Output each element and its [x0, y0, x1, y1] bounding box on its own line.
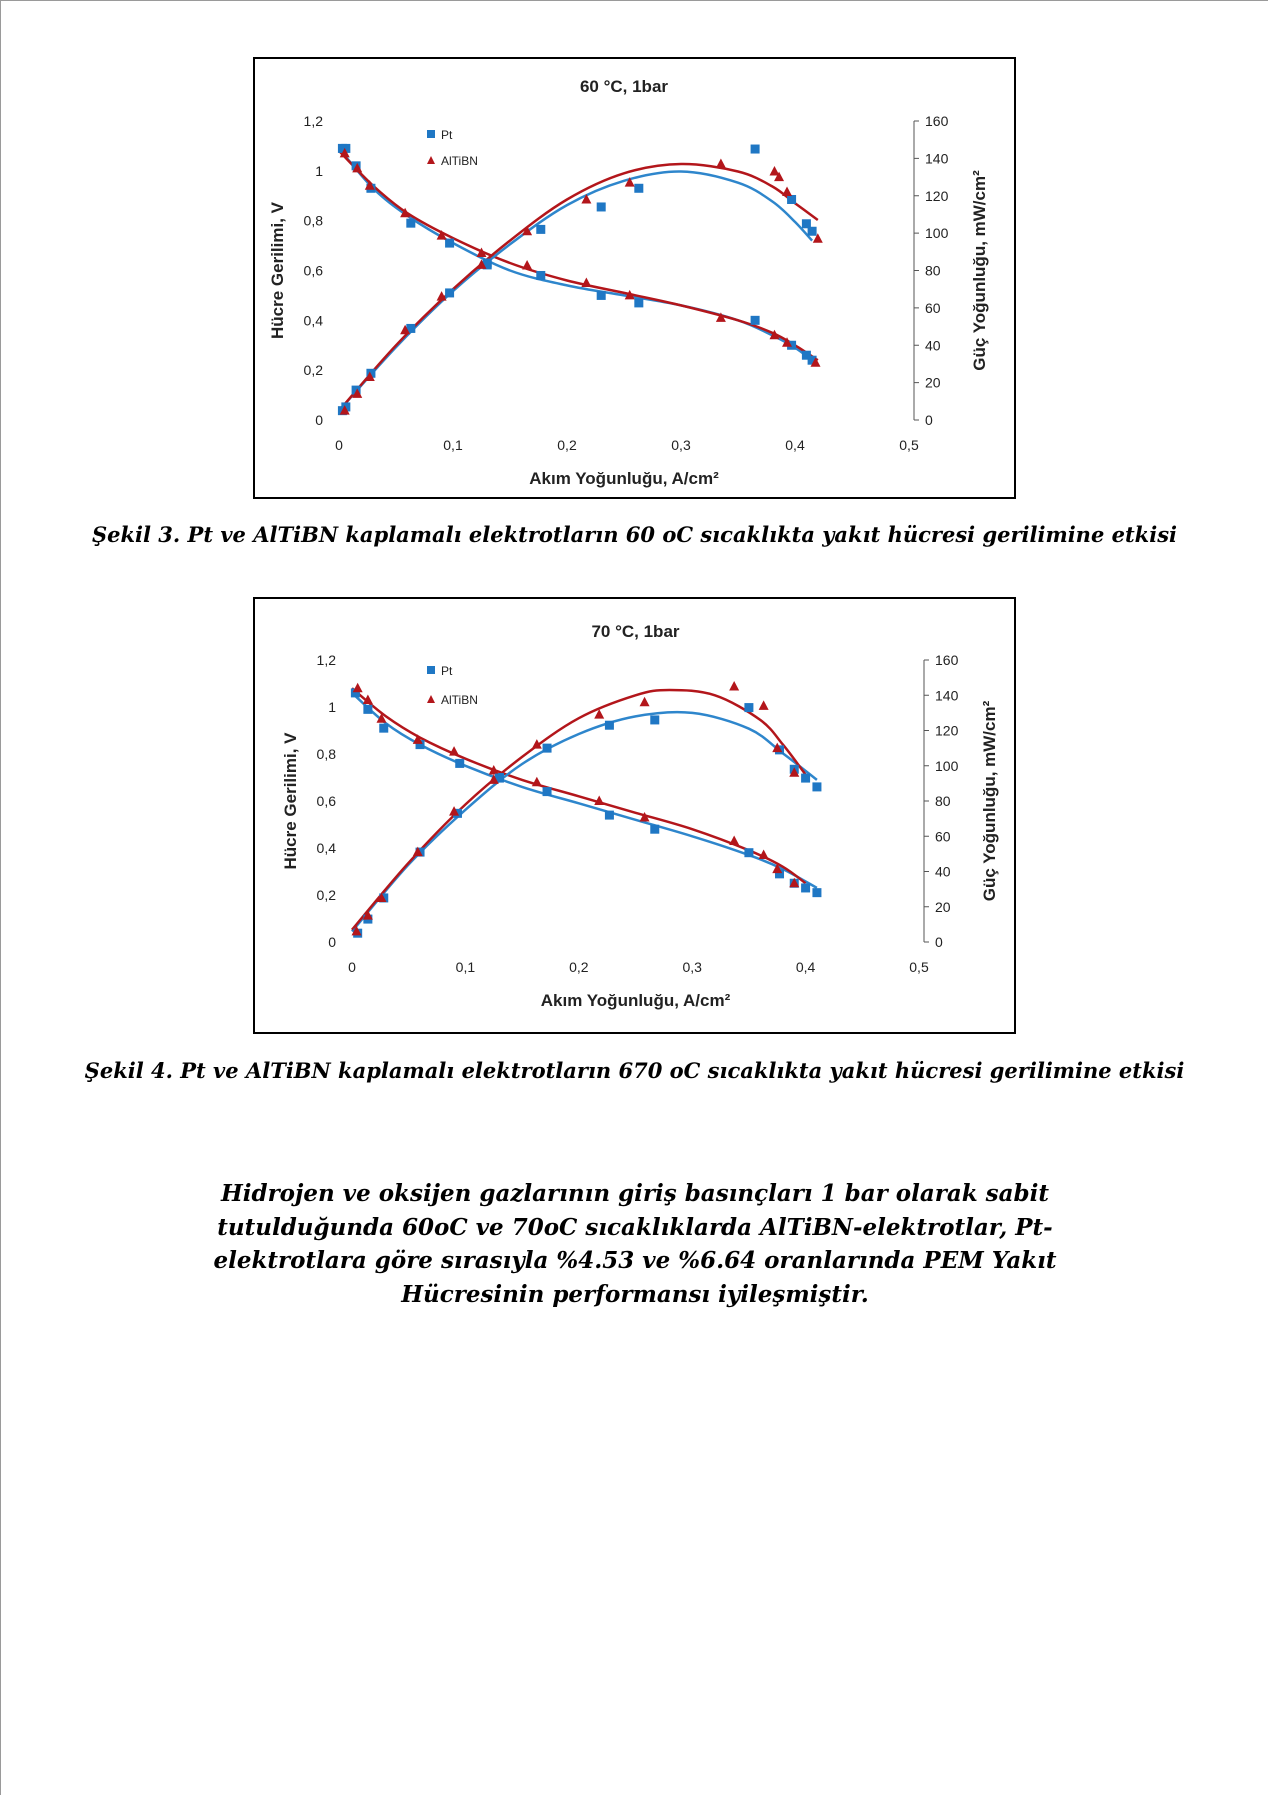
paragraph-line-1: Hidrojen ve oksijen gazlarının giriş basınçları 1 bar olarak sabit	[221, 1180, 1049, 1207]
pt-data-point	[808, 227, 817, 236]
pt-data-point	[650, 825, 659, 834]
x-tick-label: 0,2	[557, 437, 577, 453]
y2-tick-label: 140	[925, 150, 949, 167]
pt-data-point	[801, 774, 810, 783]
pt-data-point	[605, 721, 614, 730]
y-tick-label: 0,2	[316, 887, 336, 903]
y2-axis-title: Güç Yoğunluğu, mW/cm²	[970, 170, 989, 371]
y2-tick-label: 120	[935, 722, 959, 739]
legend-pt-marker	[427, 130, 435, 138]
x-tick-label: 0,5	[909, 959, 929, 975]
altibn-data-point	[729, 681, 739, 691]
y-tick-label: 1,2	[316, 652, 336, 668]
figure-caption-3: Şekil 3. Pt ve AlTiBN kaplamalı elektrotların 60 oC sıcaklıkta yakıt hücresi gerilimine etkisi	[91, 522, 1178, 547]
chart-60c-svg	[255, 59, 1014, 497]
pt-data-point	[543, 744, 552, 753]
y2-tick-label: 20	[925, 374, 941, 391]
chart-70c-svg	[255, 599, 1014, 1032]
pt-data-point	[751, 316, 760, 325]
x-tick-label: 0	[348, 959, 356, 975]
y2-tick-label: 0	[925, 412, 933, 428]
y2-tick-label: 0	[935, 934, 943, 950]
pt-data-point	[445, 288, 454, 297]
pt-fit-curve	[352, 693, 817, 888]
y2-tick-label: 40	[935, 863, 951, 880]
altibn-data-point	[759, 700, 769, 710]
legend-altibn-label: AlTiBN	[441, 154, 478, 168]
altibn-data-point	[716, 158, 726, 168]
legend-pt-label: Pt	[441, 128, 453, 142]
y-tick-label: 0,4	[303, 312, 323, 329]
pt-data-point	[406, 219, 415, 228]
y-tick-label: 0,4	[316, 840, 336, 856]
pt-data-point	[801, 883, 810, 892]
pt-data-point	[605, 811, 614, 820]
x-tick-label: 0,3	[682, 959, 702, 975]
altibn-data-point	[522, 260, 532, 270]
y-axis-title: Hücre Gerilimi, V	[281, 732, 300, 870]
figure-caption-4: Şekil 4. Pt ve AlTiBN kaplamalı elektrotların 670 oC sıcaklıkta yakıt hücresi gerilimine etkisi	[84, 1058, 1185, 1083]
conclusion-paragraph	[160, 1177, 1110, 1311]
y-tick-label: 0,2	[303, 362, 323, 379]
pt-data-point	[751, 145, 760, 154]
altibn-data-point	[581, 277, 591, 287]
x-tick-label: 0,1	[455, 959, 476, 975]
x-tick-label: 0,4	[795, 959, 816, 975]
y-tick-label: 0	[315, 412, 323, 428]
legend-pt-label: Pt	[441, 664, 453, 678]
pt-data-point	[536, 225, 545, 234]
x-tick-label: 0,2	[569, 959, 589, 975]
x-tick-label: 0,4	[785, 437, 805, 453]
altibn-data-point	[353, 683, 363, 693]
y-tick-label: 0,6	[303, 262, 323, 279]
y-tick-label: 0,8	[316, 746, 336, 762]
chart-title: 60 °C, 1bar	[579, 77, 669, 96]
pt-data-point	[744, 703, 753, 712]
x-tick-label: 0,1	[443, 437, 463, 453]
pt-data-point	[650, 715, 659, 724]
x-axis-title: Akım Yoğunluğu, A/cm²	[540, 991, 731, 1010]
pt-data-point	[812, 888, 821, 897]
pt-data-point	[363, 705, 372, 714]
altibn-data-point	[782, 187, 792, 197]
y-tick-label: 1	[328, 699, 336, 715]
y2-tick-label: 100	[935, 757, 959, 774]
y-tick-label: 0,8	[303, 212, 323, 229]
x-tick-label: 0	[335, 437, 343, 453]
pt-data-point	[597, 291, 606, 300]
paragraph-line-4: Hücresinin performansı iyileşmiştir.	[401, 1280, 869, 1308]
y2-tick-label: 80	[925, 262, 941, 279]
y2-tick-label: 60	[935, 828, 951, 845]
chart-60c	[253, 57, 1016, 499]
altibn-data-point	[449, 746, 459, 756]
pt-data-point	[445, 239, 454, 248]
y2-tick-label: 160	[935, 652, 959, 668]
altibn-fit-curve	[352, 690, 806, 930]
pt-data-point	[634, 298, 643, 307]
y2-tick-label: 80	[935, 793, 951, 809]
altibn-data-point	[729, 835, 739, 845]
y-tick-label: 0,6	[316, 793, 336, 809]
y2-tick-label: 60	[925, 299, 941, 316]
pt-data-point	[787, 195, 796, 204]
pt-data-point	[597, 202, 606, 211]
altibn-data-point	[581, 194, 591, 204]
y-tick-label: 1	[315, 162, 323, 179]
y2-tick-label: 140	[935, 687, 959, 704]
y2-tick-label: 160	[925, 113, 949, 129]
chart-title: 70 °C, 1bar	[591, 622, 680, 641]
y2-axis-title: Güç Yoğunluğu, mW/cm²	[980, 700, 999, 902]
legend-altibn-marker	[427, 156, 435, 164]
pt-data-point	[543, 787, 552, 796]
y2-tick-label: 20	[935, 898, 951, 915]
pt-data-point	[634, 184, 643, 193]
y-tick-label: 0	[328, 934, 336, 950]
x-axis-title: Akım Yoğunluğu, A/cm²	[529, 469, 719, 488]
y2-tick-label: 120	[925, 187, 949, 204]
pt-data-point	[379, 724, 388, 733]
y2-tick-label: 100	[925, 225, 949, 242]
pt-data-point	[455, 759, 464, 768]
paragraph-line-3: elektrotlara göre sırasıyla %4.53 ve %6.64 oranlarında PEM Yakıt	[213, 1247, 1057, 1274]
paragraph-line-2: tutulduğunda 60oC ve 70oC sıcaklıklarda AlTiBN-elektrotlar, Pt-	[217, 1213, 1053, 1241]
pt-data-point	[744, 848, 753, 857]
pt-data-point	[536, 271, 545, 280]
altibn-data-point	[532, 777, 542, 787]
altibn-data-point	[640, 697, 650, 707]
y-tick-label: 1,2	[303, 113, 323, 129]
pt-data-point	[812, 782, 821, 791]
x-tick-label: 0,5	[899, 437, 919, 453]
chart-70c	[253, 597, 1016, 1034]
x-tick-label: 0,3	[671, 437, 691, 453]
y2-tick-label: 40	[925, 337, 941, 354]
pt-fit-curve	[339, 171, 812, 410]
legend-altibn-marker	[427, 695, 435, 703]
legend-altibn-label: AlTiBN	[441, 693, 478, 707]
legend-pt-marker	[427, 666, 435, 674]
y-axis-title: Hücre Gerilimi, V	[268, 202, 287, 339]
